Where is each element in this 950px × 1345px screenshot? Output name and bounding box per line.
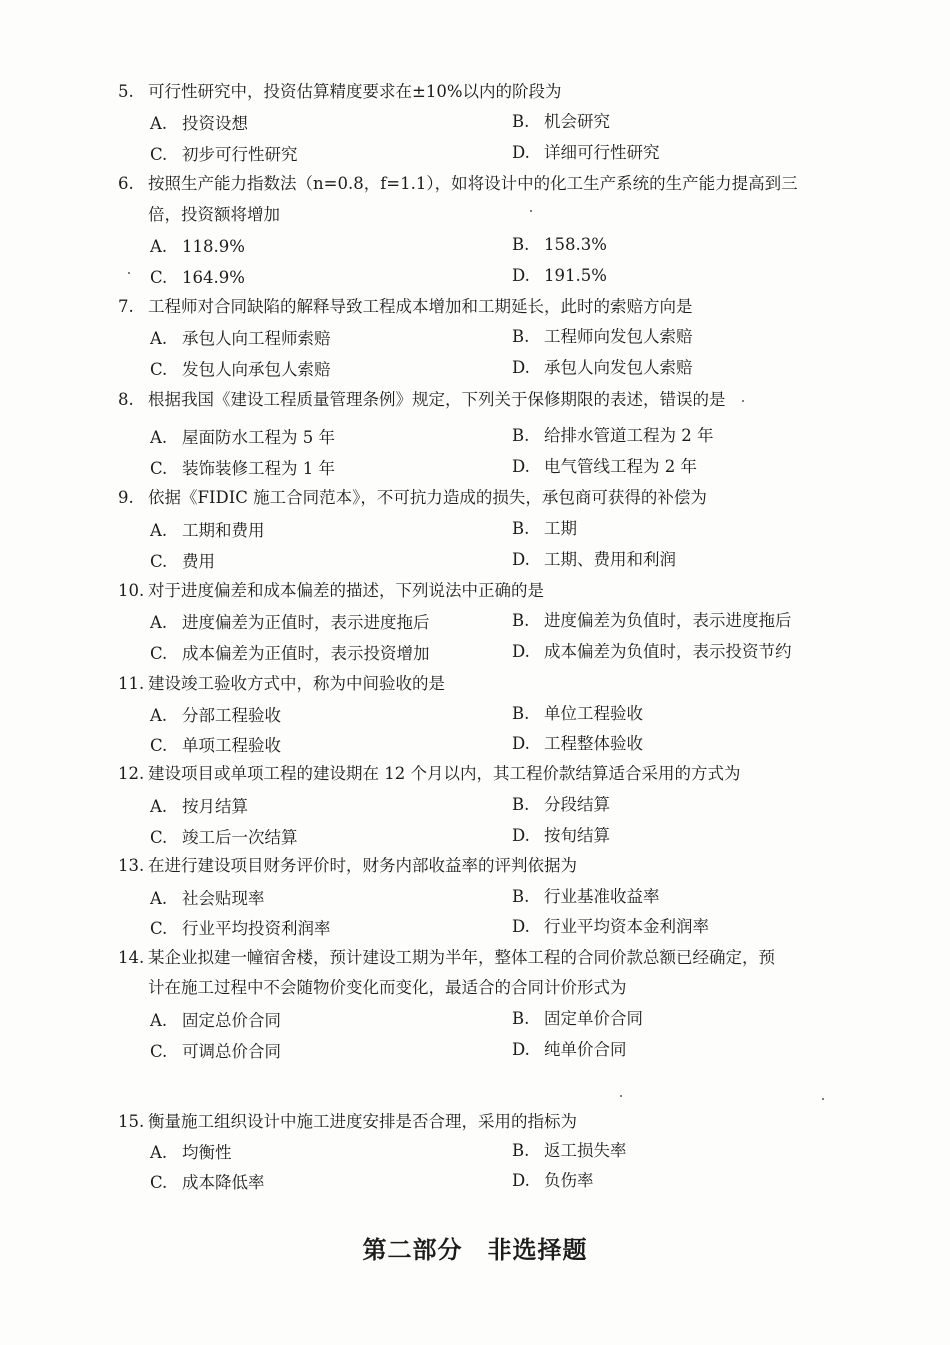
question-text: 工程师对合同缺陷的解释导致工程成本增加和工期延长，此时的索赔方向是 (148, 297, 693, 316)
option-text: 单项工程验收 (182, 736, 281, 755)
option-text: 分部工程验收 (182, 706, 281, 725)
question-5-option-d: D. 详细可行性研究 (512, 143, 660, 162)
question-6-option-b: B. 158.3% (512, 235, 607, 254)
question-text: 某企业拟建一幢宿舍楼，预计建设工期为半年，整体工程的合同价款总额已经确定，预 (148, 948, 775, 967)
option-text: 屋面防水工程为 5 年 (182, 428, 335, 447)
question-12-option-d: D. 按旬结算 (512, 826, 610, 845)
question-7-option-d: D. 承包人向发包人索赔 (512, 358, 693, 377)
question-6-option-c: C. 164.9% (150, 268, 245, 287)
question-number: 14. (118, 948, 145, 967)
question-number: 15. (118, 1112, 145, 1131)
scan-speck (742, 400, 744, 402)
question-5-stem (118, 76, 838, 107)
question-14-option-a: A. 固定总价合同 (150, 1011, 281, 1030)
option-text: 分段结算 (544, 795, 610, 814)
scan-speck (822, 1098, 824, 1100)
option-text: 行业平均资本金利润率 (544, 917, 709, 936)
question-8-option-b: B. 给排水管道工程为 2 年 (512, 426, 714, 445)
question-11-option-d: D. 工程整体验收 (512, 734, 643, 753)
option-text: 承包人向工程师索赔 (182, 329, 331, 348)
question-number: 13. (118, 856, 145, 875)
option-text: 给排水管道工程为 2 年 (544, 426, 714, 445)
question-15-option-c: C. 成本降低率 (150, 1173, 265, 1192)
question-8-option-a: A. 屋面防水工程为 5 年 (150, 428, 335, 447)
option-text: 工程师向发包人索赔 (544, 327, 693, 346)
question-11-option-c: C. 单项工程验收 (150, 736, 281, 755)
question-5-option-a: A. 投资设想 (150, 114, 248, 133)
question-8-option-d: D. 电气管线工程为 2 年 (512, 457, 697, 476)
question-number: 9. (118, 488, 134, 507)
question-text: 在进行建设项目财务评价时，财务内部收益率的评判依据为 (148, 856, 577, 875)
option-text: 工期 (544, 519, 577, 538)
question-14-option-c: C. 可调总价合同 (150, 1042, 281, 1061)
question-text: 按照生产能力指数法（n=0.8，f=1.1），如将设计中的化工生产系统的生产能力提高到三 (148, 174, 798, 193)
option-text: 成本偏差为负值时，表示投资节约 (544, 642, 792, 661)
question-10-option-b: B. 进度偏差为负值时，表示进度拖后 (512, 611, 792, 630)
question-12-stem (118, 758, 838, 789)
question-13-option-b: B. 行业基准收益率 (512, 887, 660, 906)
question-9-option-d: D. 工期、费用和利润 (512, 550, 676, 569)
option-text: 费用 (182, 552, 215, 571)
option-text: 详细可行性研究 (544, 143, 660, 162)
question-14-continuation: 计在施工过程中不会随物价变化而变化，最适合的合同计价形式为 (148, 978, 627, 997)
section-title: 第二部分 非选择题 (362, 1236, 588, 1264)
question-number: 8. (118, 390, 134, 409)
option-text: 初步可行性研究 (182, 145, 298, 164)
question-number: 11. (118, 674, 145, 693)
option-text: 成本偏差为正值时，表示投资增加 (182, 644, 430, 663)
option-text: 191.5% (544, 266, 607, 285)
question-10-option-c: C. 成本偏差为正值时，表示投资增加 (150, 644, 430, 663)
option-text: 纯单价合同 (544, 1040, 627, 1059)
question-number: 10. (118, 581, 145, 600)
option-text: 进度偏差为负值时，表示进度拖后 (544, 611, 792, 630)
question-8-option-c: C. 装饰装修工程为 1 年 (150, 459, 335, 478)
question-10-option-d: D. 成本偏差为负值时，表示投资节约 (512, 642, 792, 661)
question-14-option-b: B. 固定单价合同 (512, 1009, 643, 1028)
question-11-option-b: B. 单位工程验收 (512, 704, 643, 723)
question-9-option-a: A. 工期和费用 (150, 521, 265, 540)
question-15-option-a: A. 均衡性 (150, 1143, 232, 1162)
question-6-option-d: D. 191.5% (512, 266, 607, 285)
scan-speck (128, 272, 130, 274)
question-11-stem (118, 668, 838, 699)
option-text: 固定单价合同 (544, 1009, 643, 1028)
question-5-option-b: B. 机会研究 (512, 112, 610, 131)
question-8-stem (118, 384, 838, 415)
question-6-stem (118, 168, 838, 199)
option-text: 均衡性 (182, 1143, 232, 1162)
question-9-option-b: B. 工期 (512, 519, 577, 538)
option-text: 发包人向承包人索赔 (182, 360, 331, 379)
question-9-option-c: C. 费用 (150, 552, 215, 571)
question-number: 6. (118, 174, 134, 193)
question-7-option-a: A. 承包人向工程师索赔 (150, 329, 331, 348)
question-14-stem (118, 942, 838, 973)
option-text: 可调总价合同 (182, 1042, 281, 1061)
question-14-option-d: D. 纯单价合同 (512, 1040, 627, 1059)
question-text: 可行性研究中，投资估算精度要求在±10%以内的阶段为 (148, 82, 562, 101)
question-text: 衡量施工组织设计中施工进度安排是否合理，采用的指标为 (148, 1112, 577, 1131)
question-number: 7. (118, 297, 134, 316)
question-5-option-c: C. 初步可行性研究 (150, 145, 298, 164)
question-6-option-a: A. 118.9% (150, 237, 245, 256)
option-text: 158.3% (544, 235, 607, 254)
question-13-option-c: C. 行业平均投资利润率 (150, 919, 331, 938)
question-7-option-c: C. 发包人向承包人索赔 (150, 360, 331, 379)
question-12-option-a: A. 按月结算 (150, 797, 248, 816)
option-text: 社会贴现率 (182, 889, 265, 908)
question-number: 12. (118, 764, 145, 783)
option-text: 成本降低率 (182, 1173, 265, 1192)
question-7-stem (118, 291, 838, 322)
question-13-option-d: D. 行业平均资本金利润率 (512, 917, 709, 936)
question-text: 建设竣工验收方式中，称为中间验收的是 (148, 674, 445, 693)
option-text: 机会研究 (544, 112, 610, 131)
option-text: 164.9% (182, 268, 245, 287)
option-text: 行业平均投资利润率 (182, 919, 331, 938)
question-11-option-a: A. 分部工程验收 (150, 706, 281, 725)
question-9-stem (118, 482, 838, 513)
option-text: 工期、费用和利润 (544, 550, 676, 569)
option-text: 单位工程验收 (544, 704, 643, 723)
option-text: 按旬结算 (544, 826, 610, 845)
question-10-stem (118, 575, 838, 606)
option-text: 投资设想 (182, 114, 248, 133)
question-15-option-d: D. 负伤率 (512, 1171, 594, 1190)
option-text: 工程整体验收 (544, 734, 643, 753)
question-6-continuation: 倍，投资额将增加 (148, 205, 280, 224)
option-text: 返工损失率 (544, 1141, 627, 1160)
option-text: 固定总价合同 (182, 1011, 281, 1030)
option-text: 工期和费用 (182, 521, 265, 540)
option-text: 竣工后一次结算 (182, 828, 298, 847)
option-text: 按月结算 (182, 797, 248, 816)
option-text: 负伤率 (544, 1171, 594, 1190)
question-text: 依据《FIDIC 施工合同范本》，不可抗力造成的损失，承包商可获得的补偿为 (148, 488, 707, 507)
option-text: 行业基准收益率 (544, 887, 660, 906)
question-13-stem (118, 850, 838, 881)
question-number: 5. (118, 82, 134, 101)
scan-speck (530, 210, 532, 212)
question-text: 对于进度偏差和成本偏差的描述，下列说法中正确的是 (148, 581, 544, 600)
question-text: 根据我国《建设工程质量管理条例》规定，下列关于保修期限的表述，错误的是 (148, 390, 726, 409)
question-15-stem (118, 1106, 838, 1137)
option-text: 电气管线工程为 2 年 (544, 457, 697, 476)
question-10-option-a: A. 进度偏差为正值时，表示进度拖后 (150, 613, 430, 632)
option-text: 装饰装修工程为 1 年 (182, 459, 335, 478)
question-15-option-b: B. 返工损失率 (512, 1141, 627, 1160)
scan-speck (620, 1095, 622, 1097)
question-13-option-a: A. 社会贴现率 (150, 889, 265, 908)
question-7-option-b: B. 工程师向发包人索赔 (512, 327, 693, 346)
option-text: 承包人向发包人索赔 (544, 358, 693, 377)
question-text: 建设项目或单项工程的建设期在 12 个月以内，其工程价款结算适合采用的方式为 (148, 764, 741, 783)
option-text: 进度偏差为正值时，表示进度拖后 (182, 613, 430, 632)
question-12-option-c: C. 竣工后一次结算 (150, 828, 298, 847)
question-12-option-b: B. 分段结算 (512, 795, 610, 814)
option-text: 118.9% (182, 237, 245, 256)
